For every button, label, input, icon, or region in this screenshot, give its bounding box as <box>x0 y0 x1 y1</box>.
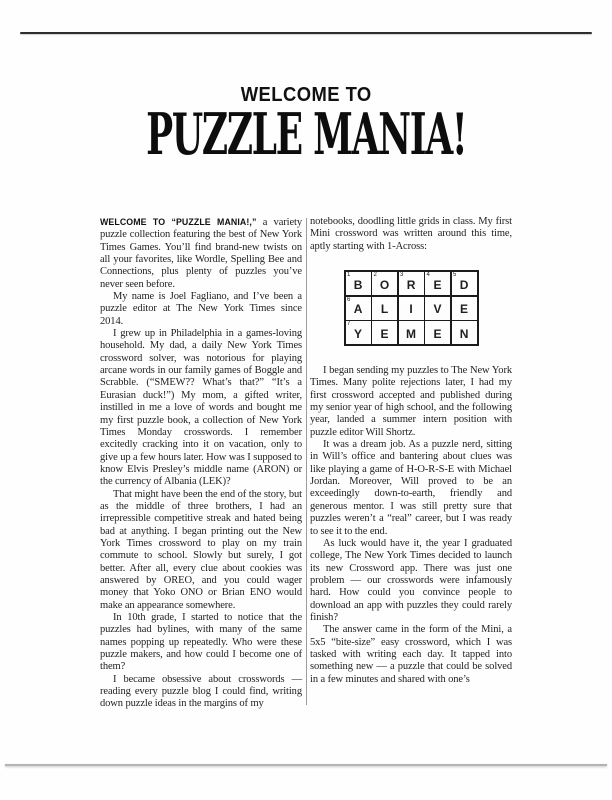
cell-letter: B <box>353 277 363 292</box>
paragraph: That might have been the end of the story, but as the middle of three brothers, I had an irrepressible competitive streak and hated being bad at anything. I began printing out the New York Times crossword to play on my train commute to school. Slowly but surely, I got better. After all, every clue about cookies was answered by OREO, and you could wager money that Yoko ONO or Brian ENO would make an appearance somewhere. <box>100 488 302 611</box>
paragraph: In 10th grade, I started to notice that the puzzles had bylines, with many of the same names popping up repeatedly. Who were these puzzle makers, and how could I become one of them? <box>100 612 302 673</box>
crossword-cell <box>452 272 477 295</box>
cell-letter: R <box>406 277 416 292</box>
cell-letter: D <box>459 277 469 292</box>
lead-rest-text: a variety puzzle collection featuring the best of New York Times Games. You’ll find brand-new twists on all your favorites, like Wordle, Spelling Bee and Connections, plus plenty of puzzles you’ve never seen before. <box>100 217 303 290</box>
right-column <box>310 216 512 711</box>
cell-number: 7 <box>347 321 351 328</box>
cell-number: 1 <box>347 272 351 279</box>
crossword-figure <box>310 270 512 346</box>
crossword-cell <box>399 321 424 344</box>
cell-letter: E <box>460 302 468 317</box>
paragraph: My name is Joel Fagliano, and I’ve been a puzzle editor at The New York Times since 2014. <box>100 291 302 327</box>
crossword-cell <box>425 321 450 344</box>
cell-letter: M <box>406 326 416 341</box>
paragraph: As luck would have it, the year I graduated college, The New York Times decided to launch its new Crossword app. There was just one problem — our crosswords were infamously hard. How could you convince people to download an app with puzzles they could rarely finish? <box>310 537 512 623</box>
cell-letter: O <box>379 277 390 292</box>
cell-letter: N <box>459 326 469 341</box>
cell-letter: E <box>433 326 442 341</box>
paragraph: I grew up in Philadelphia in a games-loving household. My dad, a daily New York Times crossword solver, was notorious for playing arcane words in our family games of Boggle and Scrabble. (“SMEW?? What’s that?” “It’s a Eurasian duck!”) My mom, a gifted writer, instilled in me a love of words and bought me my first puzzle book, a collection of New York Times Monday crosswords. I remember excitedly cracking into it on vacation, only to give up a few hours later. How was I supposed to know Elvis Presley’s middle name (ARON) or the currency of Albania (LEK)? <box>100 328 302 488</box>
cell-number: 2 <box>373 272 377 279</box>
cell-letter: E <box>433 277 442 292</box>
crossword-cell <box>372 297 397 320</box>
page-top-edge-line <box>20 32 592 34</box>
crossword-cell <box>399 272 424 295</box>
cell-letter: A <box>353 302 363 317</box>
crossword-cell <box>399 297 424 320</box>
paragraph: The answer came in the form of the Mini, a 5x5 “bite-size” easy crossword, which I was tasked with writing each day. It tapped into something new — a puzzle that could be solved in a few minutes and shared with one’s <box>310 624 512 685</box>
crossword-cell <box>346 297 371 320</box>
crossword-cell <box>425 272 450 295</box>
crossword-cell <box>425 297 450 320</box>
paragraph: notebooks, doodling little grids in class. My first Mini crossword was written around this time, aptly starting with 1-Across: <box>310 216 512 252</box>
article-body <box>100 216 512 711</box>
crossword-cell <box>346 272 371 295</box>
lead-paragraph <box>100 216 302 291</box>
cell-number: 5 <box>453 272 457 279</box>
column-divider <box>306 218 307 705</box>
paragraph: I became obsessive about crosswords — reading every puzzle blog I could find, writing down puzzle ideas in the margins of my <box>100 673 302 710</box>
crossword-grid <box>344 270 479 346</box>
cell-number: 4 <box>426 272 430 279</box>
crossword-cell <box>372 272 397 295</box>
left-column <box>100 216 302 711</box>
cell-letter: L <box>380 302 389 317</box>
crossword-cell <box>452 321 477 344</box>
page-bottom-edge-line <box>5 764 607 766</box>
cell-letter: Y <box>354 326 362 341</box>
cell-number: 3 <box>400 272 404 279</box>
article-header <box>0 84 612 168</box>
crossword-cell <box>372 321 397 344</box>
lead-in-text: WELCOME TO “PUZZLE MANIA!,” <box>100 217 257 227</box>
cell-letter: I <box>409 302 413 317</box>
paragraph: I began sending my puzzles to The New York Times. Many polite rejections later, I had my first crossword accepted and published during my senior year of high school, and the following year, landed a summer intern position with puzzle editor Will Shortz. <box>310 365 512 438</box>
cell-letter: E <box>380 326 389 341</box>
paragraph: It was a dream job. As a puzzle nerd, sitting in Will’s office and bantering about clues was like playing a game of H-O-R-S-E with Michael Jordan. Moreover, Will proved to be an exceedingly down-to-earth, friendly and generous mentor. I was still pretty sure that puzzles weren’t a “real” career, but I was ready to see it to the end. <box>310 439 512 537</box>
title-kicker: WELCOME TO <box>240 84 372 106</box>
crossword-cell <box>346 321 371 344</box>
cell-letter: V <box>433 302 442 317</box>
page-title: PUZZLE MANIA! <box>145 101 467 168</box>
crossword-cell <box>452 297 477 320</box>
cell-number: 6 <box>347 296 351 303</box>
